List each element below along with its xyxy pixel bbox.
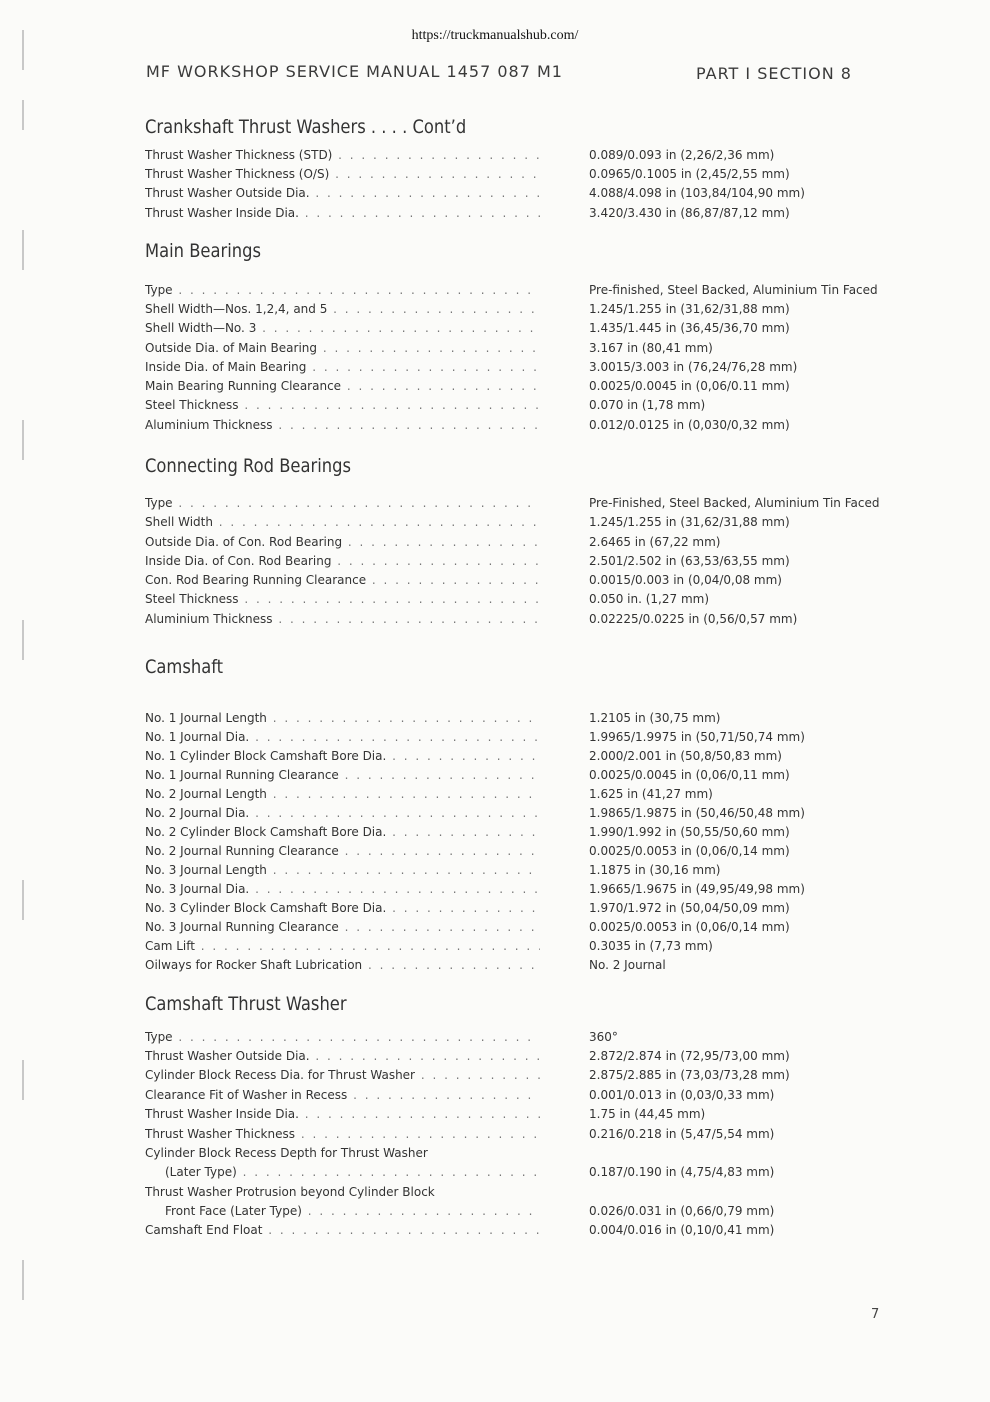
spec-row [145,1204,925,1223]
spec-label: Camshaft End Float . . . [145,1223,540,1237]
binding-mark [22,1060,24,1100]
spec-value: 0.070 in (1,78 mm) [589,398,706,412]
spec-label: Front Face (Later Type) . . . [145,1204,540,1218]
spec-value: 0.026/0.031 in (0,66/0,79 mm) [589,1204,775,1218]
spec-label: (Later Type) . . . [145,1165,540,1179]
spec-row [145,592,925,611]
spec-row [145,573,925,592]
spec-label: Outside Dia. of Con. Rod Bearing . . . [145,535,540,549]
spec-label: Thrust Washer Inside Dia. . . . [145,1107,540,1121]
spec-label: Oilways for Rocker Shaft Lubrication . . . [145,958,540,972]
spec-row [145,515,925,534]
spec-row [145,863,925,882]
spec-value: 0.004/0.016 in (0,10/0,41 mm) [589,1223,775,1237]
spec-value: 3.0015/3.003 in (76,24/76,28 mm) [589,360,798,374]
spec-row [145,1146,925,1165]
spec-row [145,1049,925,1068]
spec-label: No. 3 Journal Running Clearance . . . [145,920,540,934]
section-heading: Camshaft [145,656,224,678]
section-heading: Main Bearings [145,240,261,262]
source-url: https://truckmanualshub.com/ [411,28,579,43]
spec-row [145,496,925,515]
spec-value: 1.990/1.992 in (50,55/50,60 mm) [589,825,790,839]
spec-label: Inside Dia. of Con. Rod Bearing . . . [145,554,540,568]
spec-row [145,844,925,863]
spec-label: Shell Width—Nos. 1,2,4, and 5 . . . [145,302,540,316]
spec-value: 1.1875 in (30,16 mm) [589,863,721,877]
spec-row [145,730,925,749]
spec-value: Pre-finished, Steel Backed, Aluminium Tin Faced [589,283,878,297]
spec-label: Steel Thickness . . . [145,592,540,606]
spec-row [145,1127,925,1146]
spec-label: No. 1 Journal Running Clearance . . . [145,768,540,782]
spec-value: 1.9865/1.9875 in (50,46/50,48 mm) [589,806,805,820]
section-heading: Connecting Rod Bearings [145,455,351,477]
spec-value: 0.0025/0.0045 in (0,06/0.11 mm) [589,379,790,393]
spec-row [145,148,925,167]
binding-mark [22,420,24,460]
spec-row [145,360,925,379]
spec-label: Main Bearing Running Clearance . . . [145,379,540,393]
spec-value: 0.187/0.190 in (4,75/4,83 mm) [589,1165,775,1179]
spec-value: 1.970/1.972 in (50,04/50,09 mm) [589,901,790,915]
spec-label: No. 2 Cylinder Block Camshaft Bore Dia. . . . [145,825,540,839]
spec-row [145,418,925,437]
binding-mark [22,880,24,920]
spec-label: No. 2 Journal Dia. . . . [145,806,540,820]
spec-value: 1.625 in (41,27 mm) [589,787,713,801]
spec-row [145,939,925,958]
spec-row [145,958,925,977]
spec-label: No. 3 Journal Dia. . . . [145,882,540,896]
spec-row [145,749,925,768]
spec-row [145,768,925,787]
spec-label: Shell Width—No. 3 . . . [145,321,540,335]
spec-value: 3.420/3.430 in (86,87/87,12 mm) [589,206,790,220]
spec-value: 1.435/1.445 in (36,45/36,70 mm) [589,321,790,335]
spec-value: 0.001/0.013 in (0,03/0,33 mm) [589,1088,775,1102]
spec-value: 1.2105 in (30,75 mm) [589,711,721,725]
spec-value: 0.0025/0.0053 in (0,06/0,14 mm) [589,844,790,858]
spec-row [145,379,925,398]
spec-value: Pre-Finished, Steel Backed, Aluminium Tin Faced [589,496,880,510]
spec-row [145,1165,925,1184]
manual-title: MF WORKSHOP SERVICE MANUAL 1457 087 M1 [146,62,563,81]
spec-label: No. 1 Journal Dia. . . . [145,730,540,744]
spec-value: 1.245/1.255 in (31,62/31,88 mm) [589,515,790,529]
spec-row [145,1223,925,1242]
spec-label: Cylinder Block Recess Dia. for Thrust Washer . . . [145,1068,540,1082]
spec-row [145,321,925,340]
spec-label: Thrust Washer Thickness (O/S) . . . [145,167,540,181]
spec-label: Con. Rod Bearing Running Clearance . . . [145,573,540,587]
binding-mark [22,230,24,270]
spec-label: Thrust Washer Thickness (STD) . . . [145,148,540,162]
spec-value: 2.6465 in (67,22 mm) [589,535,721,549]
spec-row [145,554,925,573]
spec-label: Cam Lift . . . [145,939,540,953]
spec-label: No. 1 Cylinder Block Camshaft Bore Dia. . . . [145,749,540,763]
section-heading: Crankshaft Thrust Washers . . . . Cont’d [145,116,467,138]
spec-label: Thrust Washer Outside Dia. . . . [145,1049,540,1063]
spec-label: Aluminium Thickness . . . [145,612,540,626]
spec-row [145,711,925,730]
spec-row [145,341,925,360]
spec-label: Thrust Washer Outside Dia. . . . [145,186,540,200]
spec-row [145,1185,925,1204]
spec-value: 0.3035 in (7,73 mm) [589,939,713,953]
spec-value: 0.0025/0.0045 in (0,06/0,11 mm) [589,768,790,782]
spec-value: 0.012/0.0125 in (0,030/0,32 mm) [589,418,790,432]
spec-row [145,1088,925,1107]
spec-label: No. 3 Cylinder Block Camshaft Bore Dia. . . . [145,901,540,915]
spec-label: Inside Dia. of Main Bearing . . . [145,360,540,374]
spec-label: Shell Width . . . [145,515,540,529]
spec-value: 0.0025/0.0053 in (0,06/0,14 mm) [589,920,790,934]
spec-value: 4.088/4.098 in (103,84/104,90 mm) [589,186,805,200]
binding-mark [22,1260,24,1300]
spec-value: 0.216/0.218 in (5,47/5,54 mm) [589,1127,775,1141]
spec-label: Clearance Fit of Washer in Recess . . . [145,1088,540,1102]
spec-row [145,612,925,631]
spec-row [145,206,925,225]
spec-value: 1.75 in (44,45 mm) [589,1107,706,1121]
spec-row [145,167,925,186]
spec-value: 2.501/2.502 in (63,53/63,55 mm) [589,554,790,568]
spec-row [145,398,925,417]
spec-value: 1.9665/1.9675 in (49,95/49,98 mm) [589,882,805,896]
spec-value: 2.872/2.874 in (72,95/73,00 mm) [589,1049,790,1063]
spec-label: Type . . . [145,496,540,510]
spec-row [145,787,925,806]
spec-value: 0.0015/0.003 in (0,04/0,08 mm) [589,573,782,587]
spec-label: No. 2 Journal Running Clearance . . . [145,844,540,858]
spec-value: 0.089/0.093 in (2,26/2,36 mm) [589,148,775,162]
spec-label: Thrust Washer Protrusion beyond Cylinder Block [145,1185,435,1199]
spec-row [145,1107,925,1126]
spec-value: 3.167 in (80,41 mm) [589,341,713,355]
spec-row [145,901,925,920]
spec-value: 1.9965/1.9975 in (50,71/50,74 mm) [589,730,805,744]
binding-mark [22,100,24,130]
spec-value: 0.050 in. (1,27 mm) [589,592,710,606]
spec-label: Cylinder Block Recess Depth for Thrust Washer [145,1146,428,1160]
spec-value: 1.245/1.255 in (31,62/31,88 mm) [589,302,790,316]
spec-value: 2.000/2.001 in (50,8/50,83 mm) [589,749,782,763]
spec-label: No. 3 Journal Length . . . [145,863,540,877]
spec-label: Thrust Washer Inside Dia. . . . [145,206,540,220]
spec-value: 2.875/2.885 in (73,03/73,28 mm) [589,1068,790,1082]
spec-value: 360° [589,1030,618,1044]
page-number: 7 [871,1307,880,1322]
spec-label: No. 2 Journal Length . . . [145,787,540,801]
spec-row [145,806,925,825]
spec-row [145,535,925,554]
spec-row [145,283,925,302]
section-label: PART I SECTION 8 [696,64,852,83]
spec-row [145,882,925,901]
spec-row [145,825,925,844]
spec-label: Thrust Washer Thickness . . . [145,1127,540,1141]
spec-row [145,302,925,321]
spec-value: 0.0965/0.1005 in (2,45/2,55 mm) [589,167,790,181]
spec-label: Type . . . [145,1030,540,1044]
spec-label: No. 1 Journal Length . . . [145,711,540,725]
spec-row [145,186,925,205]
spec-label: Outside Dia. of Main Bearing . . . [145,341,540,355]
spec-row [145,920,925,939]
spec-label: Type . . . [145,283,540,297]
section-heading: Camshaft Thrust Washer [145,993,347,1015]
spec-row [145,1030,925,1049]
spec-label: Aluminium Thickness . . . [145,418,540,432]
spec-value: 0.02225/0.0225 in (0,56/0,57 mm) [589,612,798,626]
spec-row [145,1068,925,1087]
spec-label: Steel Thickness . . . [145,398,540,412]
binding-mark [22,30,24,70]
binding-mark [22,620,24,660]
spec-value: No. 2 Journal [589,958,666,972]
